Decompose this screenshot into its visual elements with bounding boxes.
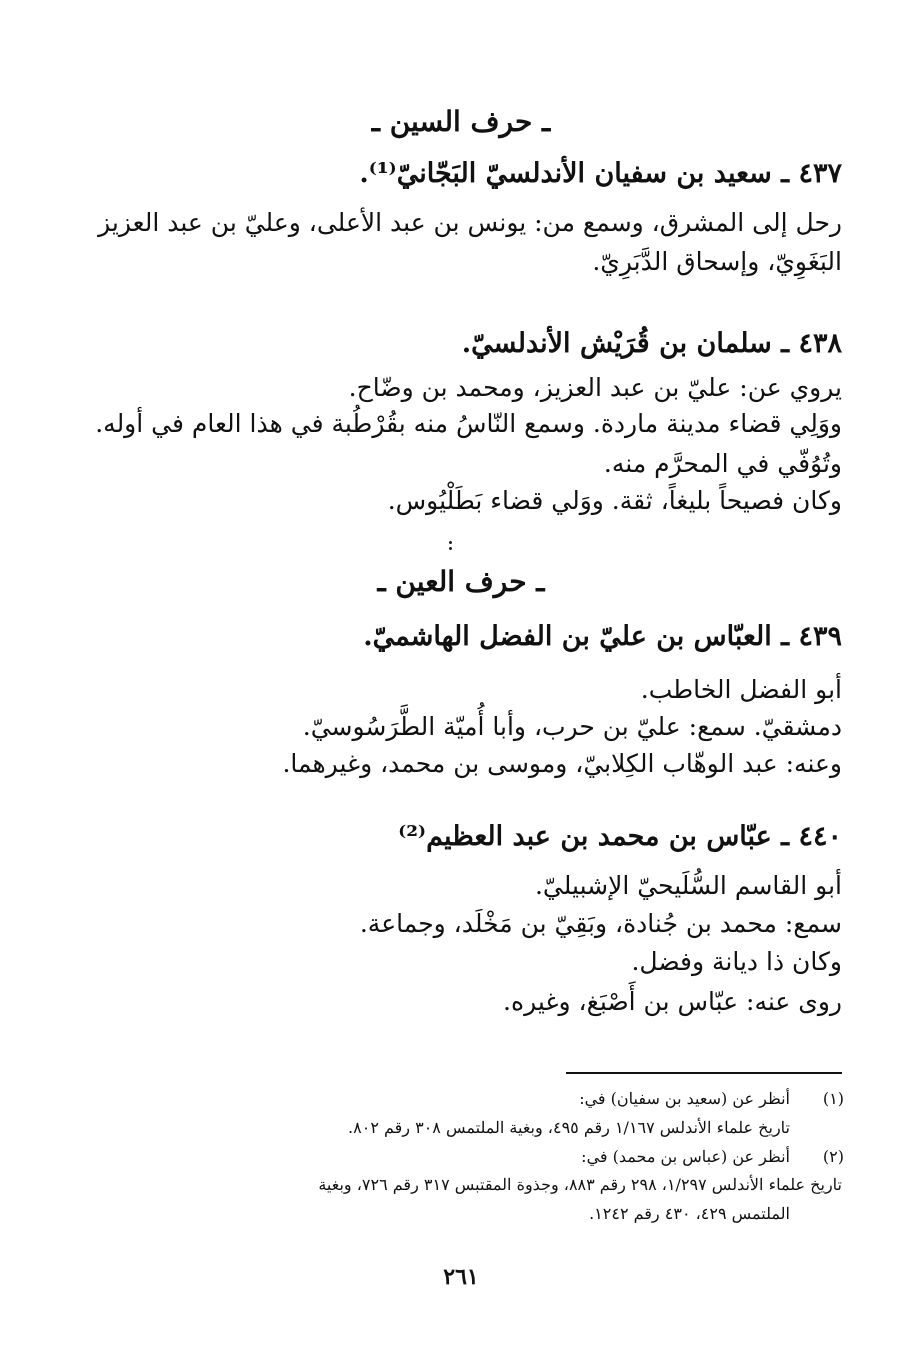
entry-438-title: ٤٣٨ ـ سلمان بن قُرَيْش الأندلسيّ.	[461, 328, 842, 359]
footnote-2-line-1: أنظر عن (عباس بن محمد) في:	[581, 1147, 790, 1166]
section-heading-sin: ـ حرف السين ـ	[371, 105, 551, 138]
entry-439-title: ٤٣٩ ـ العبّاس بن عليّ بن الفضل الهاشميّ.	[363, 621, 842, 652]
entry-439-line-2: دمشقيّ. سمع: عليّ بن حرب، وأبا أُميّة الطَّرَسُوسيّ.	[302, 712, 842, 741]
entry-440-title: ٤٤٠ ـ عبّاس بن محمد بن عبد العظيم⁽²⁾	[398, 821, 842, 852]
ornament-dots	[447, 540, 455, 552]
entry-437-line-1: رحل إلى المشرق، وسمع من: يونس بن عبد الأعلى، وعليّ بن عبد العزيز	[98, 208, 842, 237]
section-heading-ayn: ـ حرف العين ـ	[377, 565, 545, 598]
entry-440-line-4: روى عنه: عبّاس بن أَصْبَغ، وغيره.	[503, 987, 842, 1016]
entry-440-line-1: أبو القاسم السُّلَيحيّ الإشبيليّ.	[534, 871, 842, 900]
page-number: ٢٦١	[443, 1264, 479, 1290]
footnote-separator	[566, 1072, 842, 1074]
entry-440-line-3: وكان ذا ديانة وفضل.	[631, 947, 842, 976]
entry-438-line-1: يروي عن: عليّ بن عبد العزيز، ومحمد بن وضّاح.	[348, 373, 842, 402]
footnote-1-number: (١)	[822, 1089, 844, 1108]
footnote-1-line-2: تاريخ علماء الأندلس ١/١٦٧ رقم ٤٩٥، وبغية الملتمس ٣٠٨ رقم ٨٠٢.	[348, 1118, 790, 1137]
footnote-2-line-3: الملتمس ٤٢٩، ٤٣٠ رقم ١٢٤٢.	[589, 1204, 790, 1223]
entry-438-line-2: ووَلِي قضاء مدينة ماردة. وسمع النّاسُ منه بقُرْطُبة في هذا العام في أوله.	[95, 409, 842, 438]
footnote-2-number: (٢)	[822, 1147, 844, 1166]
entry-438-line-3: وتُوُفّي في المحرَّم منه.	[603, 449, 842, 478]
entry-437-title: ٤٣٧ ـ سعيد بن سفيان الأندلسيّ البَجّانيّ⁽¹⁾.	[359, 158, 842, 189]
entry-437-line-2: البَغَوِيّ، وإسحاق الدَّبَرِيّ.	[592, 247, 842, 276]
footnote-1-line-1: أنظر عن (سعيد بن سفيان) في:	[579, 1089, 790, 1108]
entry-439-line-3: وعنه: عبد الوهّاب الكِلابيّ، وموسى بن محمد، وغيرهما.	[282, 749, 842, 778]
footnote-2-line-2: تاريخ علماء الأندلس ١/٢٩٧، ٢٩٨ رقم ٨٨٣، وجذوة المقتبس ٣١٧ رقم ٧٢٦، وبغية	[318, 1175, 842, 1194]
entry-440-line-2: سمع: محمد بن جُنادة، وبَقِيّ بن مَخْلَد، وجماعة.	[359, 909, 842, 938]
entry-438-line-4: وكان فصيحاً بليغاً، ثقة. ووَلي قضاء بَطَلْيُوس.	[387, 486, 842, 515]
entry-439-line-1: أبو الفضل الخاطب.	[640, 675, 842, 704]
